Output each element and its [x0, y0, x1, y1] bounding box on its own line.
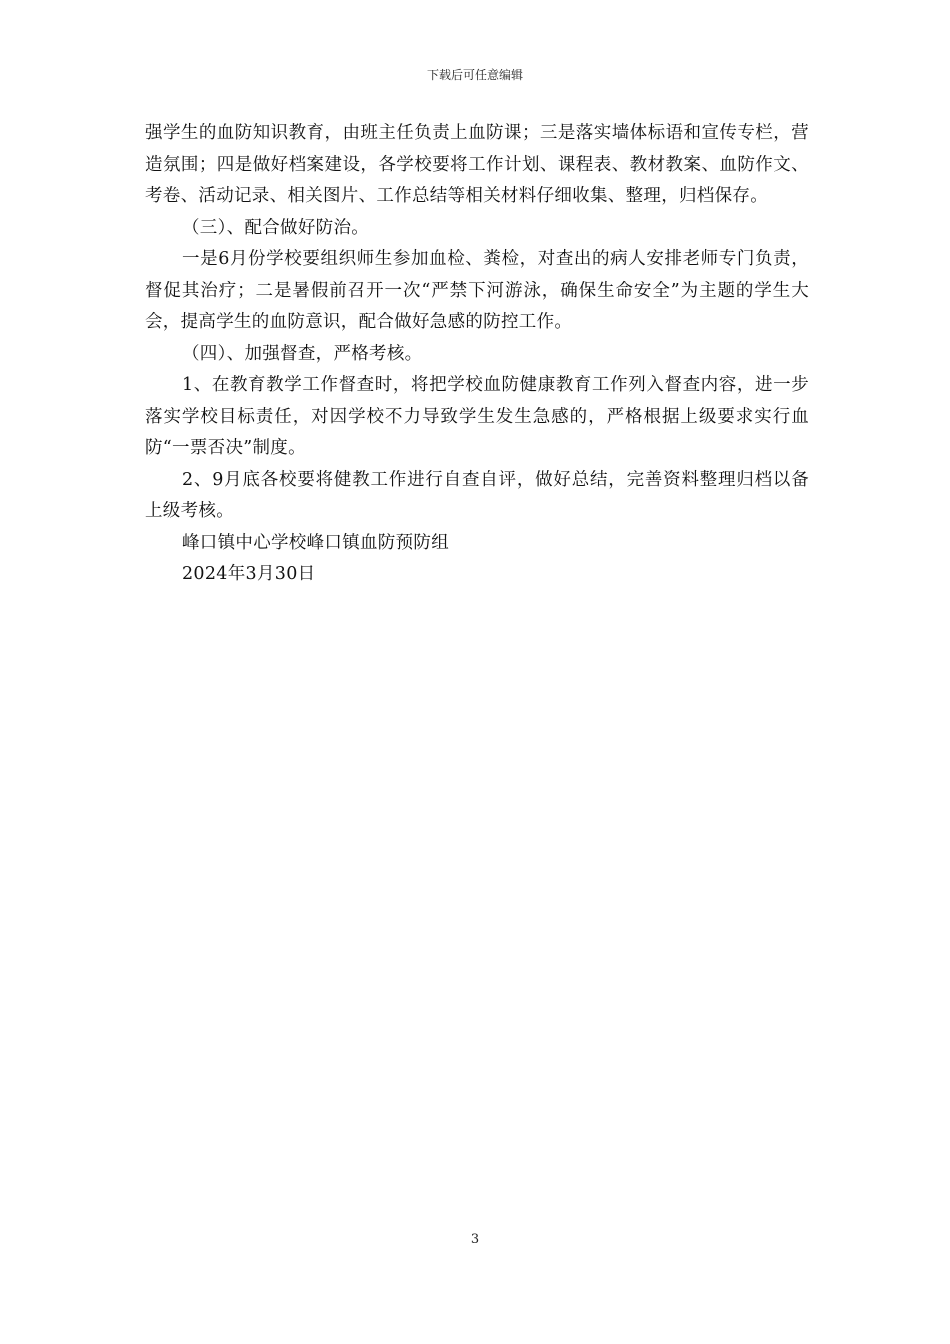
page-number: 3 [470, 1232, 480, 1247]
document-body [145, 118, 809, 591]
page-header: 下载后可任意编辑 [426, 68, 523, 82]
paragraph-continuation: 强学生的血防知识教育，由班主任负责上血防课；三是落实墙体标语和宣传专栏，营造氛围；四是做好档案建设，各学校要将工作计划、课程表、教材教案、血防作文、考卷、活动记录、相关图片、工作总结等相关材料仔细收集、整理，归档保存。 [145, 123, 809, 206]
signature-date: 2024年3月30日 [182, 564, 316, 584]
section-heading-3: （三）、配合做好防治。 [182, 217, 370, 238]
paragraph-item-1: 1、在教育教学工作督查时，将把学校血防健康教育工作列入督查内容，进一步落实学校目标责任，对因学校不力导致学生发生急感的，严格根据上级要求实行血防“一票否决”制度。 [145, 375, 809, 458]
signature-organization: 峰口镇中心学校峰口镇血防预防组 [182, 532, 449, 553]
paragraph-item-2: 2、9月底各校要将健教工作进行自查自评，做好总结，完善资料整理归档以备上级考核。 [145, 469, 809, 521]
section-heading-4: （四）、加强督查，严格考核。 [182, 343, 423, 364]
paragraph-prevention: 一是6月份学校要组织师生参加血检、粪检，对查出的病人安排老师专门负责，督促其治疗；二是暑假前召开一次“严禁下河游泳，确保生命安全”为主题的学生大会，提高学生的血防意识，配合做好急感的防控工作。 [145, 249, 809, 332]
